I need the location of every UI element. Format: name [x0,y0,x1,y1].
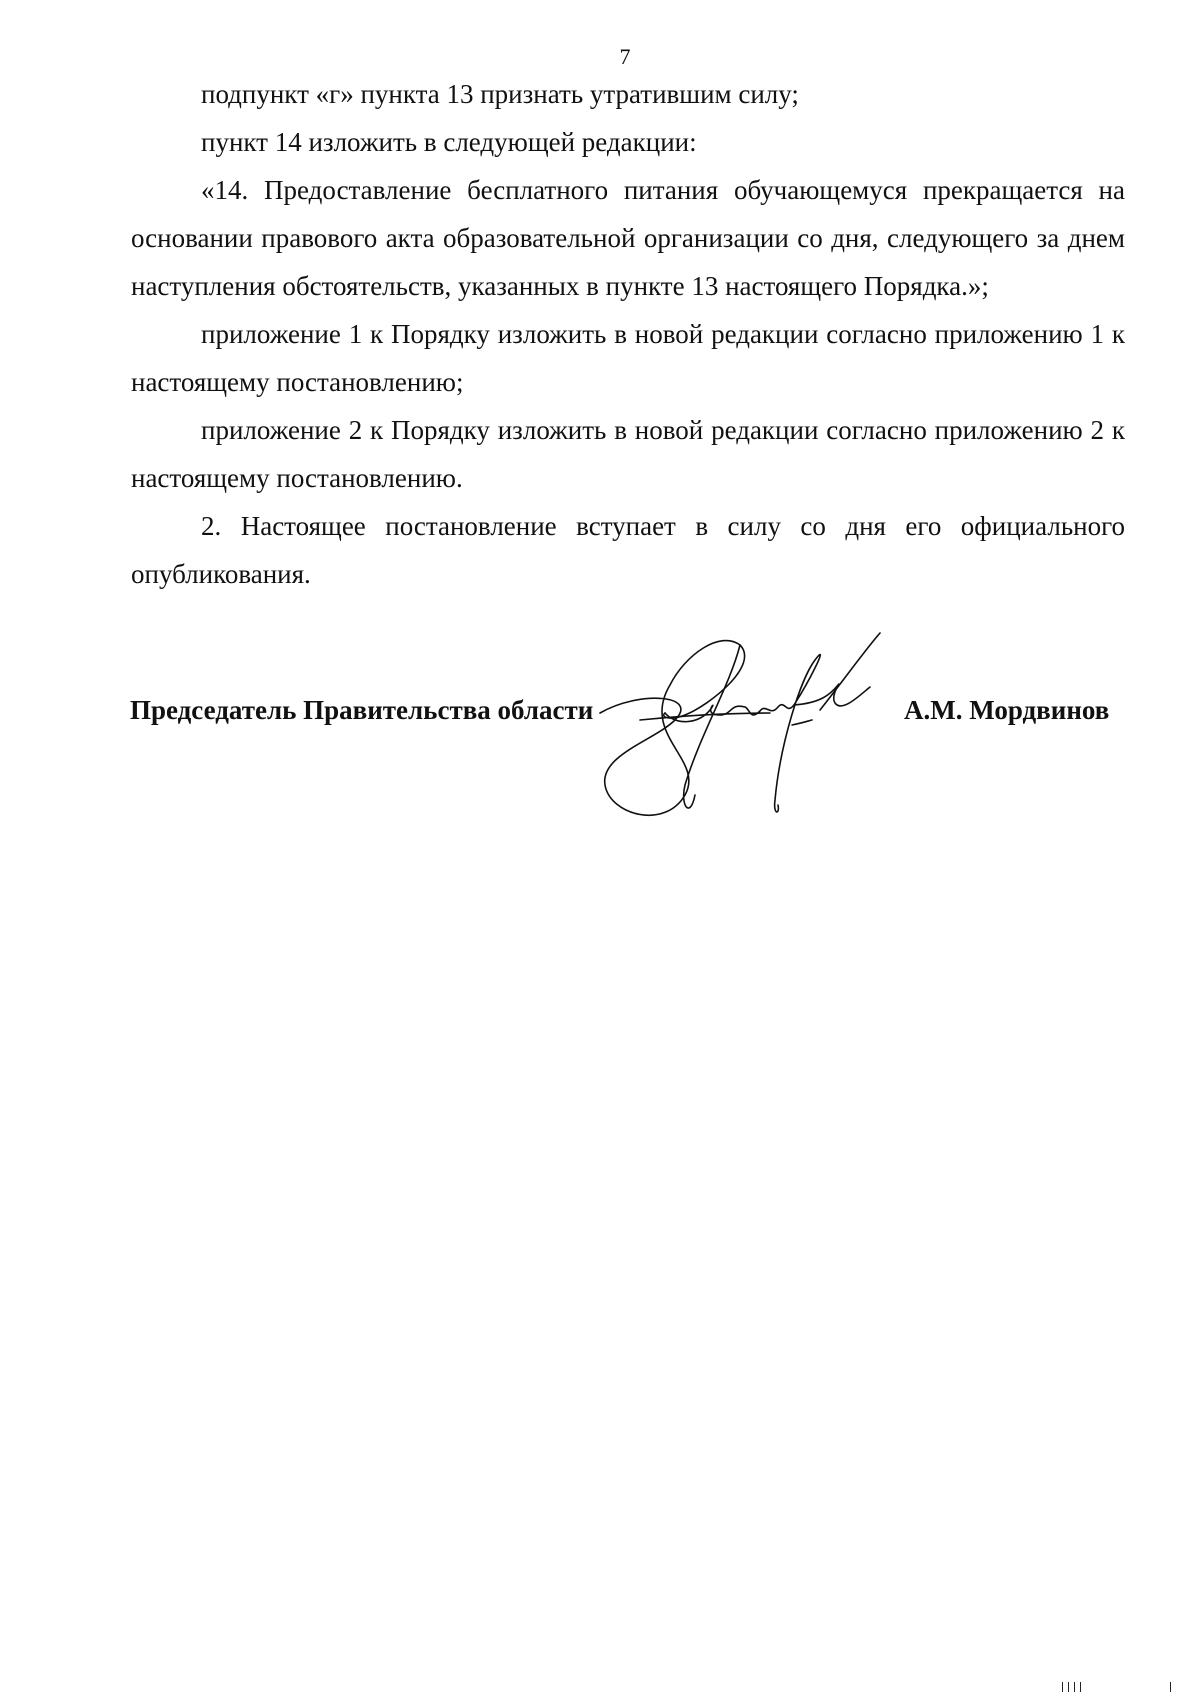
scan-artifact-mark [1068,1682,1069,1692]
signer-position: Председатель Правительства области [130,695,594,725]
scan-artifact-mark [1074,1682,1075,1692]
scan-artifact-mark [1062,1682,1063,1692]
paragraph-appendix-2: приложение 2 к Порядку изложить в новой редакции согласно приложению 2 к настоящему постановлению. [131,415,1125,493]
page-number: 7 [619,44,631,69]
scan-artifact-mark [1170,1682,1171,1692]
paragraph-effective-date: 2. Настоящее постановление вступает в силу со дня его официального опубликования. [131,511,1125,589]
signer-name: А.М. Мордвинов [904,695,1110,725]
paragraph-appendix-1: приложение 1 к Порядку изложить в новой редакции согласно приложению 1 к настоящему постановлению; [131,319,1125,397]
paragraph-clause-14-text: «14. Предоставление бесплатного питания обучающемуся прекращается на основании правового акта образовательной организации со дня, следующего за днем наступления обстоятельств, указанных в пункте 13 настоящего Порядка.»; [131,175,1125,301]
paragraph-clause-14-intro: пункт 14 изложить в следующей редакции: [201,127,697,157]
document-body [131,70,1125,598]
handwritten-signature-icon [580,625,940,835]
paragraph-subclause-g: подпункт «г» пункта 13 признать утратившим силу; [201,79,799,109]
scan-artifact-mark [1080,1682,1081,1692]
